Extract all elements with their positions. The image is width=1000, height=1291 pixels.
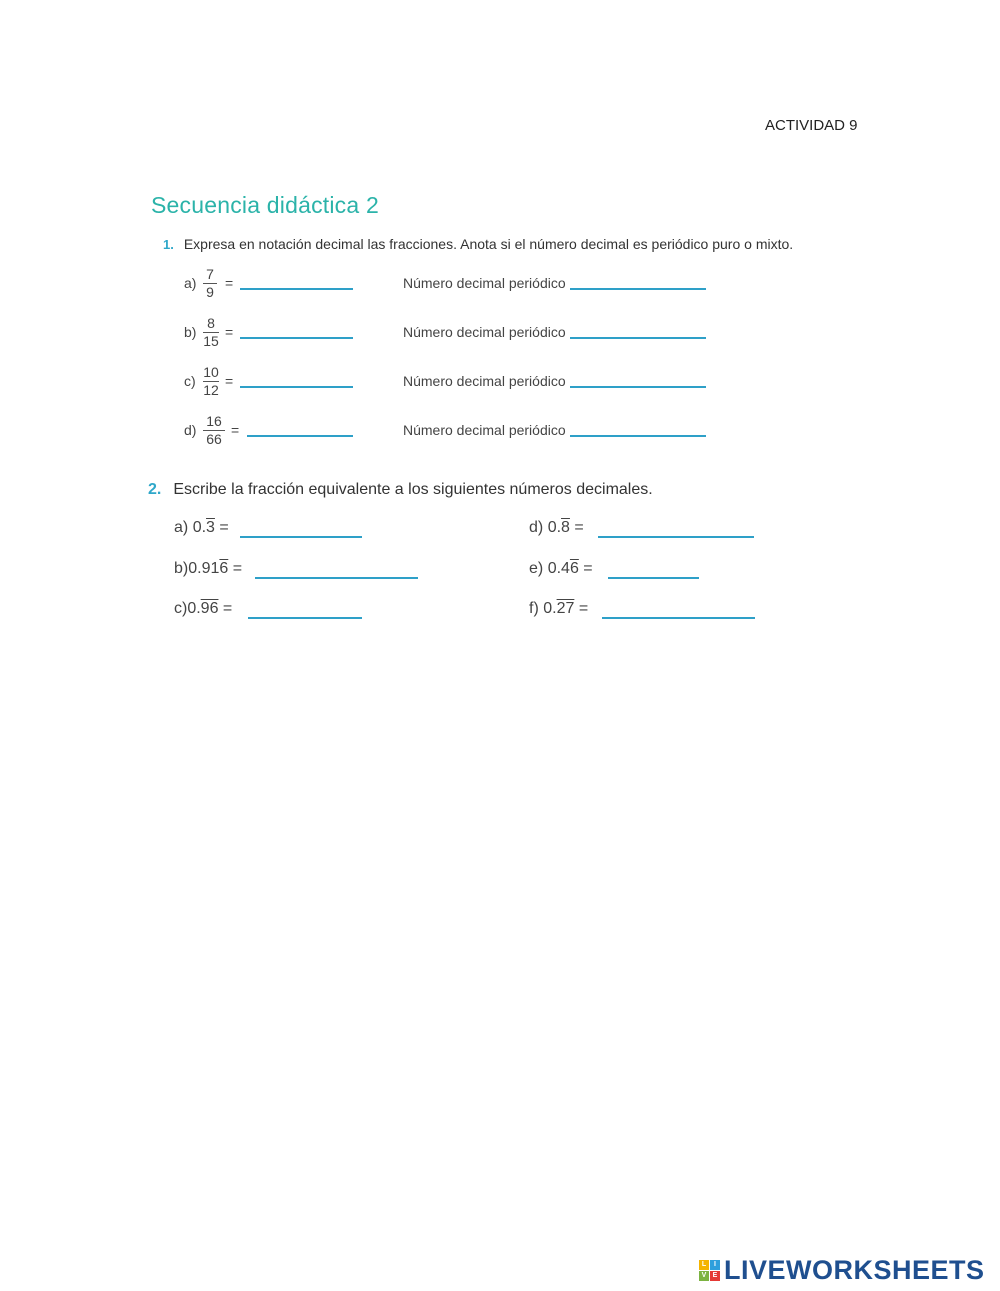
decimal-fixed: 0. xyxy=(543,600,557,617)
q2-b-answer-blank[interactable] xyxy=(255,577,418,579)
periodic-label: Número decimal periódico xyxy=(403,324,566,340)
q1-item-d xyxy=(0,413,1000,457)
decimal-period: 8 xyxy=(561,519,570,536)
item-label: d) xyxy=(184,422,197,438)
item-label: d) xyxy=(529,519,544,536)
q1-item-b xyxy=(0,315,1000,359)
periodic-label: Número decimal periódico xyxy=(403,422,566,438)
periodic-answer-blank[interactable] xyxy=(570,386,706,388)
periodic-answer-blank[interactable] xyxy=(570,288,706,290)
answer-blank[interactable] xyxy=(240,288,353,290)
periodic-label: Número decimal periódico xyxy=(403,275,566,291)
item-label: a) xyxy=(174,519,189,536)
q2-f-answer-blank[interactable] xyxy=(602,617,755,619)
q2-c-answer-blank[interactable] xyxy=(248,617,362,619)
periodic-answer-blank[interactable] xyxy=(570,337,706,339)
activity-label: ACTIVIDAD 9 xyxy=(765,117,858,134)
answer-blank[interactable] xyxy=(240,337,353,339)
decimal-fixed: 0. xyxy=(192,519,207,536)
q2-item-c xyxy=(174,600,232,618)
q2-item-f xyxy=(529,600,588,618)
numerator: 16 xyxy=(206,413,222,429)
decimal-fixed: 0. xyxy=(547,519,562,536)
denominator: 9 xyxy=(206,284,214,300)
decimal-period: 3 xyxy=(206,519,215,536)
decimal-period: 6 xyxy=(569,560,579,577)
numerator: 8 xyxy=(207,315,215,331)
item-label: b) xyxy=(174,560,189,577)
fraction xyxy=(203,414,225,447)
q2-item-a xyxy=(174,519,229,537)
q1-item-c xyxy=(0,364,1000,408)
decimal-fixed: 0. xyxy=(187,600,201,617)
question-1 xyxy=(163,236,793,252)
item-label: a) xyxy=(184,275,197,291)
question-number: 1. xyxy=(163,237,174,252)
numerator: 10 xyxy=(203,364,219,380)
question-text: Escribe la fracción equivalente a los siguientes números decimales. xyxy=(173,481,653,498)
q2-d-answer-blank[interactable] xyxy=(598,536,754,538)
equals-sign: = xyxy=(578,600,589,617)
periodic-answer-blank[interactable] xyxy=(570,435,706,437)
equals-sign: = xyxy=(225,324,234,340)
fraction xyxy=(203,316,219,349)
equals-sign: = xyxy=(583,560,593,577)
equals-sign: = xyxy=(222,600,233,617)
item-label: c) xyxy=(174,600,188,617)
liveworksheets-logo xyxy=(699,1255,985,1285)
decimal-period: 27 xyxy=(556,600,575,617)
equals-sign: = xyxy=(219,519,229,536)
section-title: Secuencia didáctica 2 xyxy=(151,192,379,218)
denominator: 12 xyxy=(203,382,219,398)
q1-item-a xyxy=(0,266,1000,310)
answer-blank[interactable] xyxy=(240,386,353,388)
item-label: c) xyxy=(184,373,196,389)
question-text: Expresa en notación decimal las fracciones. Anota si el número decimal es periódico puro o mixto. xyxy=(183,236,794,252)
item-label: e) xyxy=(529,560,544,577)
q2-a-answer-blank[interactable] xyxy=(240,536,362,538)
decimal-fixed: 0.4 xyxy=(547,560,570,577)
decimal-period: 96 xyxy=(200,600,219,617)
question-number: 2. xyxy=(148,481,162,498)
q2-item-b xyxy=(174,560,242,578)
fraction xyxy=(203,365,219,398)
equals-sign: = xyxy=(574,519,584,536)
brand-name: LIVEWORKSHEETS xyxy=(724,1254,985,1285)
fraction xyxy=(203,267,217,300)
equals-sign: = xyxy=(225,275,234,291)
decimal-period: 6 xyxy=(219,560,229,577)
q2-item-e xyxy=(529,560,593,578)
item-label: b) xyxy=(184,324,197,340)
denominator: 15 xyxy=(203,333,219,349)
q2-item-d xyxy=(529,519,584,537)
decimal-fixed: 0.91 xyxy=(188,560,220,577)
answer-blank[interactable] xyxy=(247,435,353,437)
periodic-label: Número decimal periódico xyxy=(403,373,566,389)
equals-sign: = xyxy=(231,422,240,438)
equals-sign: = xyxy=(225,373,234,389)
item-label: f) xyxy=(529,600,539,617)
equals-sign: = xyxy=(232,560,243,577)
logo-mark-icon: L I V E xyxy=(699,1260,720,1281)
question-2 xyxy=(148,481,653,499)
denominator: 66 xyxy=(206,431,222,447)
q2-e-answer-blank[interactable] xyxy=(608,577,699,579)
numerator: 7 xyxy=(206,266,214,282)
